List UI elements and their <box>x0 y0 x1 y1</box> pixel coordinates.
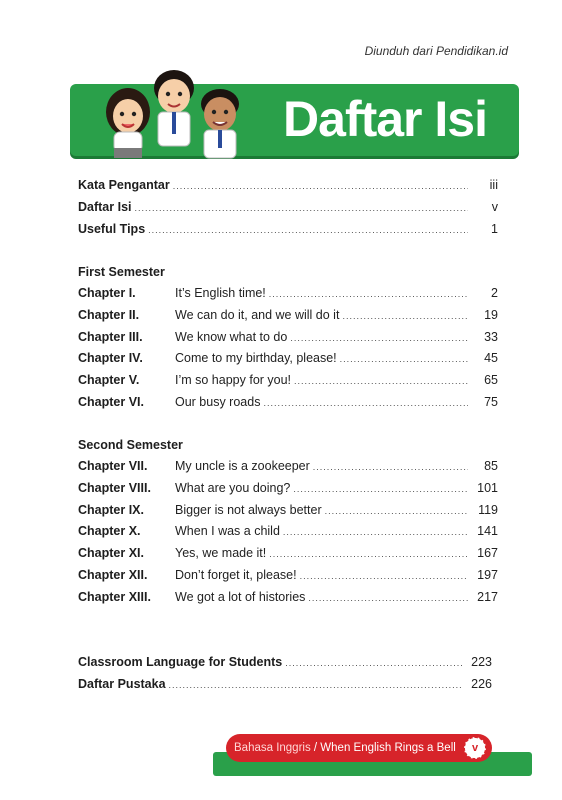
chapter-page: 217 <box>477 589 498 604</box>
chapter-number: Chapter VII. <box>78 459 148 473</box>
toc-chapter-row[interactable] <box>78 587 498 609</box>
chapter-title: We know what to do <box>175 329 288 344</box>
chapter-page: 45 <box>484 351 498 366</box>
leader-dots <box>135 198 469 220</box>
chapter-page: 119 <box>478 502 498 517</box>
leader-dots <box>169 675 462 697</box>
page-number-badge: v <box>464 737 486 759</box>
chapter-title: Come to my birthday, please! <box>175 351 337 366</box>
chapter-title: I’m so happy for you! <box>175 373 292 388</box>
toc-chapter-row[interactable] <box>78 521 498 543</box>
toc-entry-classroom-language[interactable] <box>78 652 492 674</box>
toc-chapter-row[interactable] <box>78 500 498 522</box>
toc-label: Kata Pengantar <box>78 178 170 192</box>
toc-label: Classroom Language for Students <box>78 655 283 669</box>
chapter-number: Chapter XIII. <box>78 589 151 604</box>
chapter-title: What are you doing? <box>175 480 291 495</box>
leader-dots <box>269 544 468 566</box>
chapter-page: 33 <box>484 329 498 344</box>
front-matter-list <box>78 175 498 240</box>
chapter-number: Chapter III. <box>78 329 143 344</box>
toc-chapter-row[interactable] <box>78 327 498 349</box>
leader-dots <box>293 479 468 501</box>
toc-label: Daftar Isi <box>78 199 132 214</box>
leader-dots <box>285 653 462 675</box>
chapter-number: Chapter II. <box>78 307 140 322</box>
chapter-number: Chapter VIII. <box>78 480 151 495</box>
toc-entry-useful-tips[interactable] <box>78 219 498 241</box>
section-heading: Second Semester <box>78 438 183 452</box>
chapter-title: Yes, we made it! <box>175 546 267 561</box>
leader-dots <box>263 393 468 415</box>
toc-page: 1 <box>491 221 498 236</box>
chapter-title: We got a lot of histories <box>175 589 306 604</box>
leader-dots <box>294 371 468 393</box>
toc-chapter-row[interactable] <box>78 478 498 500</box>
chapter-number: Chapter V. <box>78 373 140 388</box>
footer-text <box>234 734 456 762</box>
chapter-number: Chapter I. <box>78 286 136 300</box>
toc-label: Useful Tips <box>78 221 146 236</box>
chapter-title: Don’t forget it, please! <box>175 567 297 582</box>
leader-dots <box>269 284 468 306</box>
chapter-page: 19 <box>484 307 498 322</box>
chapter-page: 167 <box>477 546 498 561</box>
chapter-title: When I was a child <box>175 524 280 539</box>
leader-dots <box>148 220 468 242</box>
chapter-page: 85 <box>484 459 498 473</box>
toc-entry-daftar-isi[interactable] <box>78 197 498 219</box>
chapter-title: My uncle is a zookeeper <box>175 459 310 473</box>
chapter-number: Chapter XI. <box>78 546 144 561</box>
toc-chapter-row[interactable] <box>78 283 498 305</box>
toc-chapter-row[interactable] <box>78 565 498 587</box>
chapter-number: Chapter X. <box>78 524 141 539</box>
toc-chapter-row[interactable] <box>78 392 498 414</box>
toc-page: iii <box>489 178 498 192</box>
toc-page: v <box>491 199 498 214</box>
leader-dots <box>342 306 468 328</box>
leader-dots <box>283 522 468 544</box>
chapter-title: It’s English time! <box>175 286 266 300</box>
toc-entry-kata-pengantar[interactable] <box>78 175 498 197</box>
chapter-page: 101 <box>477 480 498 495</box>
toc-label: Daftar Pustaka <box>78 676 166 691</box>
leader-dots <box>290 328 468 350</box>
chapter-title: We can do it, and we will do it <box>175 307 340 322</box>
toc-chapter-row[interactable] <box>78 543 498 565</box>
leader-dots <box>300 566 468 588</box>
chapter-title: Our busy roads <box>175 394 261 409</box>
leader-dots <box>313 457 468 479</box>
chapter-page: 141 <box>477 524 498 539</box>
source-note: Diunduh dari Pendidikan.id <box>364 44 508 58</box>
chapter-number: Chapter IX. <box>78 502 144 517</box>
toc-chapter-row[interactable] <box>78 370 498 392</box>
chapter-title: Bigger is not always better <box>175 502 322 517</box>
toc-entry-daftar-pustaka[interactable] <box>78 674 492 696</box>
first-semester-section <box>78 261 498 414</box>
leader-dots <box>340 349 468 371</box>
footer-title-en: / When English Rings a Bell <box>310 742 456 754</box>
chapter-page: 197 <box>477 567 498 582</box>
chapter-number: Chapter VI. <box>78 394 144 409</box>
leader-dots <box>308 588 468 610</box>
toc-chapter-row[interactable] <box>78 305 498 327</box>
chapter-page: 2 <box>491 286 498 300</box>
chapter-number: Chapter XII. <box>78 567 148 582</box>
page-title: Daftar Isi <box>283 91 487 147</box>
chapter-number: Chapter IV. <box>78 351 143 366</box>
toc-page: 223 <box>471 655 492 669</box>
chapter-page: 75 <box>484 394 498 409</box>
leader-dots <box>325 501 468 523</box>
leader-dots <box>173 176 468 198</box>
footer-title-id: Bahasa Inggris <box>234 742 311 754</box>
toc-chapter-row[interactable] <box>78 348 498 370</box>
second-semester-section <box>78 434 498 609</box>
footer-book-title <box>226 734 492 762</box>
toc-chapter-row[interactable] <box>78 456 498 478</box>
toc-page: 226 <box>471 676 492 691</box>
section-heading: First Semester <box>78 265 165 279</box>
chapter-page: 65 <box>484 373 498 388</box>
cartoon-students-illustration <box>96 60 256 160</box>
back-matter-list <box>78 652 492 696</box>
